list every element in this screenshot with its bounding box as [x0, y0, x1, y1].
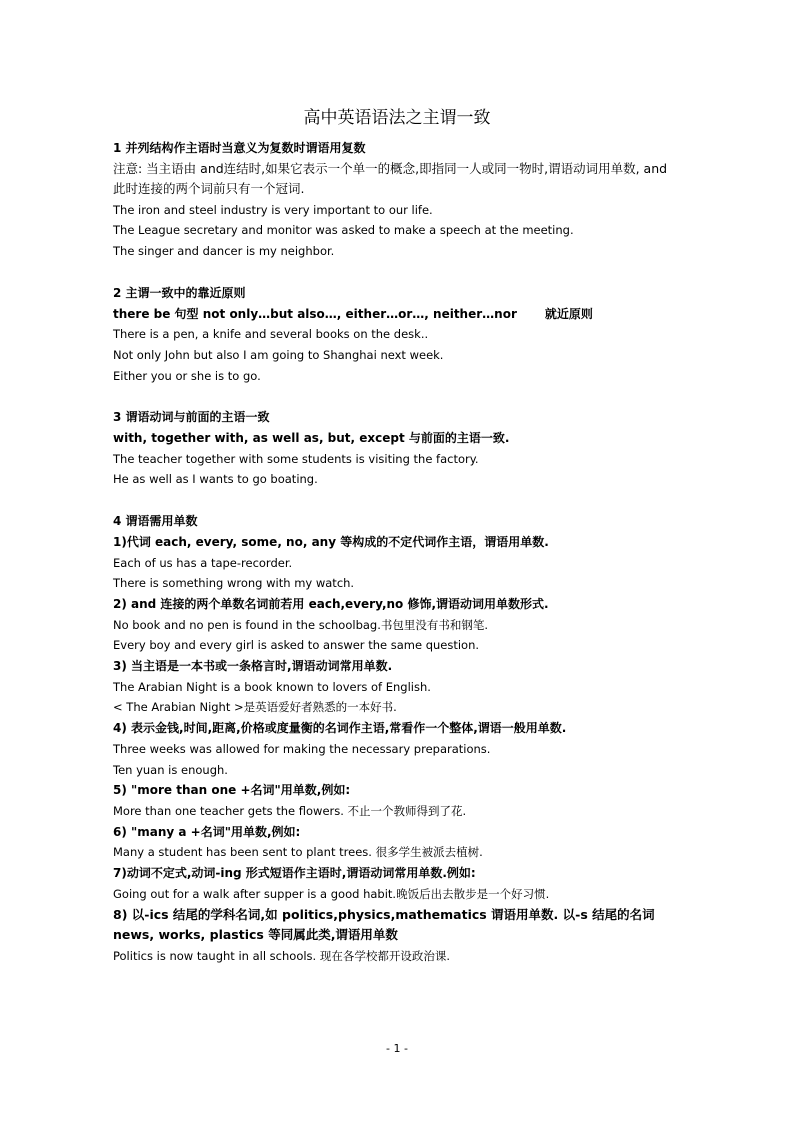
section-2-example-2: Not only John but also I am going to Shanghai next week.: [113, 347, 444, 362]
rule-4: 4) 表示金钱,时间,距离,价格或度量衡的名词作主语,常看作一个整体,谓语一般用单数.: [113, 721, 567, 736]
rule-8-example-1: Politics is now taught in all schools. 现在各学校都开设政治课.: [113, 948, 451, 963]
rule-7-example-1: Going out for a walk after supper is a good habit.晚饭后出去散步是一个好习惯.: [113, 886, 550, 901]
section-2-example-1: There is a pen, a knife and several books on the desk..: [113, 327, 429, 342]
spacer: [113, 262, 683, 283]
rule-3-example-2: < The Arabian Night >是英语爱好者熟悉的一本好书.: [113, 700, 397, 715]
rule-2: 2) and 连接的两个单数名词前若用 each,every,no 修饰,谓语动词用单数形式.: [113, 596, 549, 611]
section-1-example-3: The singer and dancer is my neighbor.: [113, 244, 335, 259]
rule-6-example-1: Many a student has been sent to plant trees. 很多学生被派去植树.: [113, 845, 483, 860]
section-1-heading: 1 并列结构作主语时当意义为复数时谓语用复数: [113, 141, 366, 155]
section-2-rule: [113, 304, 683, 325]
section-3-example-2: He as well as I wants to go boating.: [113, 472, 318, 487]
spacer: [113, 490, 683, 511]
section-3-example-1: The teacher together with some students is visiting the factory.: [113, 451, 479, 466]
rule-4-example-2: Ten yuan is enough.: [113, 762, 228, 777]
page-number: - 1 -: [386, 1042, 408, 1055]
rule-3-example-1: The Arabian Night is a book known to lovers of English.: [113, 679, 431, 694]
section-3-heading: 3 谓语动词与前面的主语一致: [113, 410, 270, 425]
section-1-example-1: The iron and steel industry is very important to our life.: [113, 202, 433, 217]
rule-5-example-1: More than one teacher gets the flowers. 不止一个教师得到了花.: [113, 803, 467, 818]
rule-1-example-2: There is something wrong with my watch.: [113, 576, 355, 591]
section-1-note: 注意: 当主语由 and连结时,如果它表示一个单一的概念,即指同一人或同一物时,谓语动词用单数, and 此时连接的两个词前只有一个冠词.: [113, 160, 668, 197]
section-4-heading: 4 谓语需用单数: [113, 514, 198, 529]
rule-1: 1)代词 each, every, some, no, any 等构成的不定代词作主语，谓语用单数.: [113, 534, 549, 549]
rule-6: 6) "many a +名词"用单数,例如:: [113, 824, 301, 839]
section-2-example-3: Either you or she is to go.: [113, 368, 261, 383]
section-2-rule-patterns: there be 句型 not only…but also…, either…or…, neither…nor: [113, 306, 517, 321]
page-title: 高中英语语法之主谓一致: [303, 108, 491, 128]
rule-2-example-2: Every boy and every girl is asked to answer the same question.: [113, 638, 480, 653]
rule-7: 7)动词不定式,动词-ing 形式短语作主语时,谓语动词常用单数.例如:: [113, 866, 476, 881]
rule-5: 5) "more than one +名词"用单数,例如:: [113, 783, 351, 798]
rule-8: 8) 以-ics 结尾的学科名词,如 politics,physics,mathematics 谓语用单数. 以-s 结尾的名词 news, works, plastics 等同属此类,谓语用单数: [113, 906, 655, 942]
rule-4-example-1: Three weeks was allowed for making the necessary preparations.: [113, 741, 491, 756]
document-body: [113, 138, 683, 966]
section-2-rule-name: 就近原则: [544, 306, 593, 321]
section-3-rule: with, together with, as well as, but, except 与前面的主语一致.: [113, 431, 510, 446]
rule-1-example-1: Each of us has a tape-recorder.: [113, 555, 293, 570]
rule-3: 3) 当主语是一本书或一条格言时,谓语动词常用单数.: [113, 659, 393, 674]
section-2-heading: 2 主谓一致中的靠近原则: [113, 285, 246, 300]
rule-2-example-1: No book and no pen is found in the schoolbag.书包里没有书和钢笔.: [113, 617, 489, 632]
spacer: [113, 386, 683, 407]
section-1-example-2: The League secretary and monitor was asked to make a speech at the meeting.: [113, 223, 574, 238]
